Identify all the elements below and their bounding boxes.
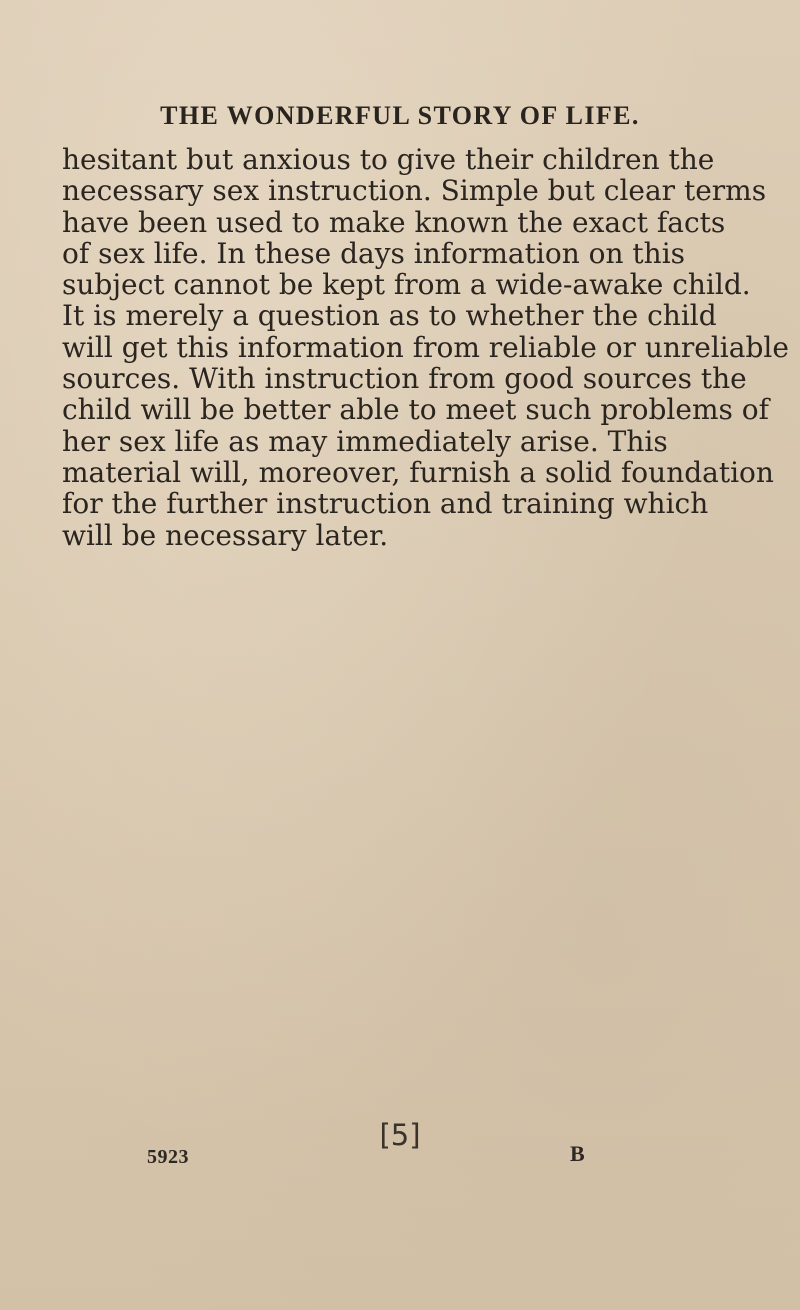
printer-signature-number: 5923 bbox=[147, 1146, 189, 1168]
text-line: will get this information from reliable or unreliable bbox=[62, 330, 789, 364]
body-paragraph bbox=[62, 143, 789, 552]
text-line: child will be better able to meet such problems of bbox=[62, 393, 769, 427]
page-number: [5] bbox=[379, 1118, 421, 1152]
text-line: hesitant but anxious to give their children the bbox=[62, 143, 715, 176]
running-head: THE WONDERFUL STORY OF LIFE. bbox=[160, 101, 640, 130]
text-line: for the further instruction and training which bbox=[62, 487, 709, 521]
printer-signature-letter: B bbox=[570, 1141, 585, 1166]
text-line: subject cannot be kept from a wide-awake child. bbox=[62, 268, 751, 302]
text-line: sources. With instruction from good sources the bbox=[62, 362, 747, 396]
text-line: material will, moreover, furnish a solid foundation bbox=[62, 455, 774, 489]
text-line: of sex life. In these days information on this bbox=[62, 236, 686, 270]
text-line: have been used to make known the exact facts bbox=[62, 205, 726, 239]
text-line: It is merely a question as to whether the child bbox=[62, 299, 717, 333]
text-line: her sex life as may immediately arise. This bbox=[62, 424, 668, 458]
text-line-last: will be necessary later. bbox=[62, 518, 389, 552]
text-line: necessary sex instruction. Simple but clear terms bbox=[62, 174, 767, 208]
